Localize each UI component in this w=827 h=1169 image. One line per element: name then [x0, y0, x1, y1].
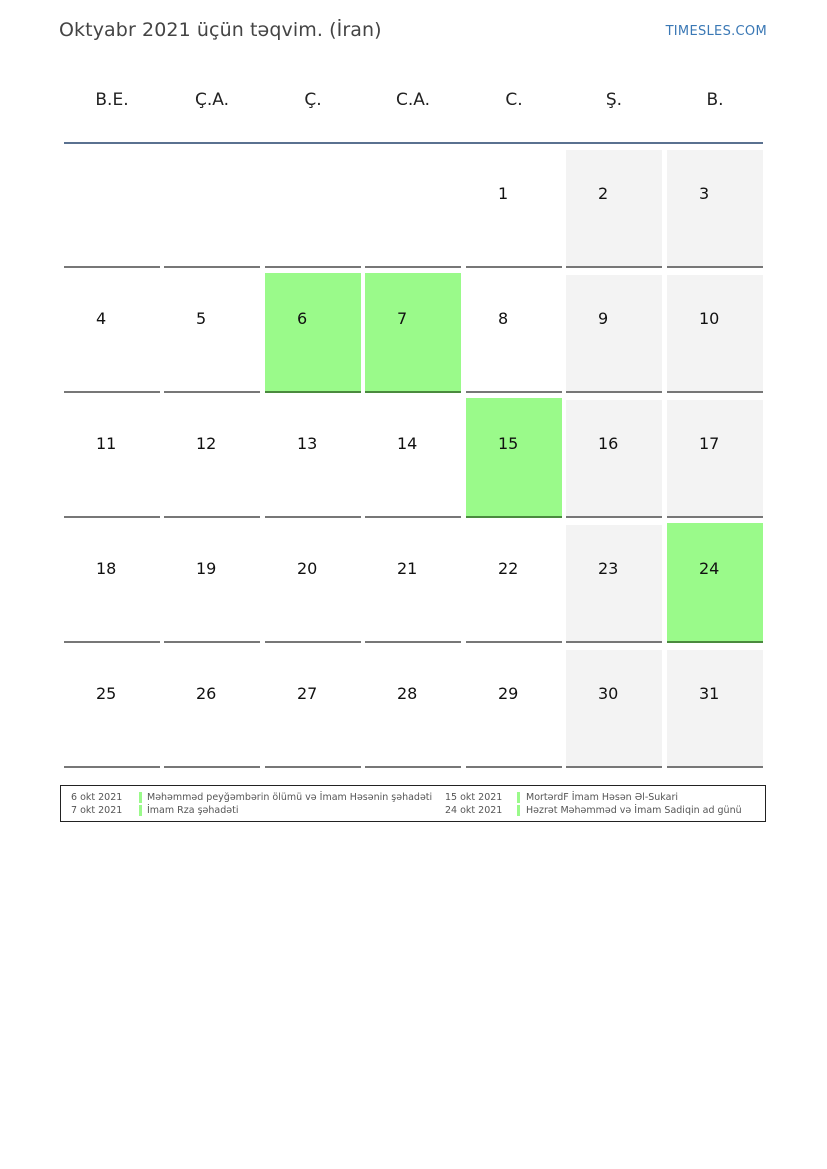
day-number: 23: [598, 559, 619, 578]
calendar-day-empty: [164, 150, 260, 268]
calendar-day[interactable]: [64, 650, 160, 768]
day-number: 26: [196, 684, 217, 703]
weekday-label: Ş.: [605, 90, 623, 110]
day-number: 27: [297, 684, 318, 703]
calendar-day[interactable]: [466, 650, 562, 768]
calendar-day-weekend[interactable]: [667, 150, 763, 268]
calendar-day-empty: [64, 150, 160, 268]
legend-color-swatch: [517, 792, 520, 803]
calendar-day[interactable]: [164, 525, 260, 643]
legend-holiday-name: MortərdF İmam Həsən Əl-Sukari: [526, 792, 679, 803]
day-number: 1: [498, 184, 509, 203]
calendar-day-holiday[interactable]: [466, 398, 562, 518]
legend-color-swatch: [139, 792, 142, 803]
day-number: 5: [196, 309, 207, 328]
legend-item: [71, 804, 431, 817]
day-number: 18: [96, 559, 117, 578]
day-number: 20: [297, 559, 318, 578]
legend-color-swatch: [139, 805, 142, 816]
day-number: 14: [397, 434, 418, 453]
day-number: 10: [699, 309, 720, 328]
day-number: 11: [96, 434, 117, 453]
weekday-label: C.A.: [395, 90, 430, 110]
calendar-day-weekend[interactable]: [566, 525, 662, 643]
calendar-day-weekend[interactable]: [566, 275, 662, 393]
legend-holiday-name: Məhəmməd peyğəmbərin ölümü və İmam Həsənin şəhadəti: [147, 792, 433, 803]
day-number: 16: [598, 434, 619, 453]
calendar-day[interactable]: [466, 150, 562, 268]
calendar-day[interactable]: [466, 275, 562, 393]
calendar-day[interactable]: [265, 400, 361, 518]
page-title: Oktyabr 2021 üçün təqvim. (İran): [59, 19, 382, 41]
day-number: 13: [297, 434, 318, 453]
calendar-day[interactable]: [365, 650, 461, 768]
calendar-day[interactable]: [64, 275, 160, 393]
day-number: 25: [96, 684, 117, 703]
legend-item: [71, 791, 431, 804]
calendar-day[interactable]: [164, 275, 260, 393]
holiday-legend: [60, 785, 766, 822]
day-number: 6: [297, 309, 308, 328]
day-number: 9: [598, 309, 609, 328]
calendar-day[interactable]: [365, 400, 461, 518]
day-number: 15: [498, 434, 519, 453]
calendar-day-empty: [265, 150, 361, 268]
legend-color-swatch: [517, 805, 520, 816]
day-number: 30: [598, 684, 619, 703]
calendar-day[interactable]: [164, 400, 260, 518]
weekday-label: B.E.: [95, 90, 129, 110]
day-number: 22: [498, 559, 519, 578]
calendar-day-holiday[interactable]: [365, 273, 461, 393]
calendar-day[interactable]: [466, 525, 562, 643]
calendar-day[interactable]: [64, 525, 160, 643]
calendar-day-weekend[interactable]: [566, 650, 662, 768]
weekday-label: B.: [706, 90, 724, 110]
legend-date: 15 okt 2021: [445, 792, 503, 803]
day-number: 2: [598, 184, 609, 203]
weekday-label: Ç.A.: [194, 90, 229, 110]
weekday-label: Ç.: [304, 90, 322, 110]
calendar-day-weekend[interactable]: [667, 650, 763, 768]
calendar-day[interactable]: [365, 525, 461, 643]
day-number: 29: [498, 684, 519, 703]
calendar-day[interactable]: [64, 400, 160, 518]
calendar-day-holiday[interactable]: [265, 273, 361, 393]
calendar-day[interactable]: [164, 650, 260, 768]
legend-date: 7 okt 2021: [71, 805, 123, 816]
legend-date: 6 okt 2021: [71, 792, 123, 803]
calendar-day-weekend[interactable]: [667, 400, 763, 518]
day-number: 3: [699, 184, 710, 203]
legend-item: [445, 804, 805, 817]
calendar-day-holiday[interactable]: [667, 523, 763, 643]
calendar-day[interactable]: [265, 525, 361, 643]
legend-holiday-name: İmam Rza şəhadəti: [147, 805, 239, 816]
day-number: 19: [196, 559, 217, 578]
calendar-day-empty: [365, 150, 461, 268]
calendar-day[interactable]: [265, 650, 361, 768]
weekday-label: C.: [505, 90, 523, 110]
day-number: 8: [498, 309, 509, 328]
day-number: 21: [397, 559, 418, 578]
day-number: 28: [397, 684, 418, 703]
day-number: 17: [699, 434, 720, 453]
calendar-day-weekend[interactable]: [566, 400, 662, 518]
calendar-day-weekend[interactable]: [566, 150, 662, 268]
legend-item: [445, 791, 805, 804]
brand-link[interactable]: TIMESLES.COM: [665, 24, 767, 39]
day-number: 31: [699, 684, 720, 703]
legend-holiday-name: Həzrət Məhəmməd və İmam Sadiqin ad günü: [526, 805, 742, 816]
day-number: 12: [196, 434, 217, 453]
day-number: 24: [699, 559, 720, 578]
day-number: 4: [96, 309, 107, 328]
day-number: 7: [397, 309, 408, 328]
calendar-day-weekend[interactable]: [667, 275, 763, 393]
legend-date: 24 okt 2021: [445, 805, 503, 816]
